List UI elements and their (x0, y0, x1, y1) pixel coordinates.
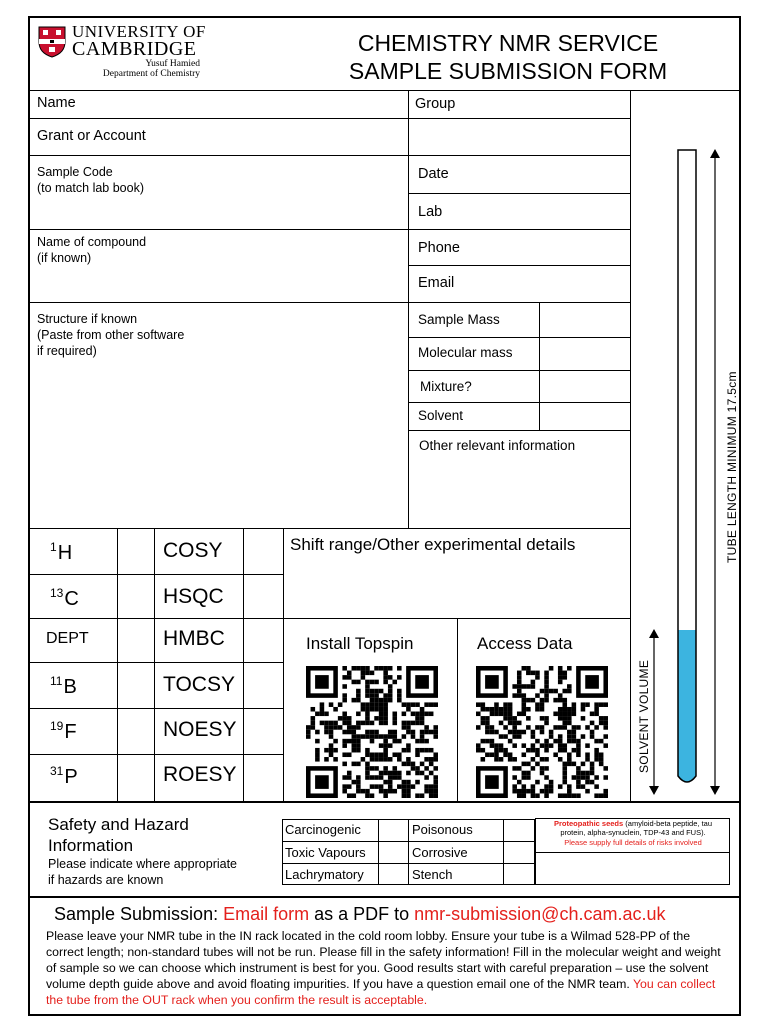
safety-title-line1: Safety and Hazard (48, 815, 189, 834)
divider (408, 337, 630, 338)
topspin-qr-code[interactable] (306, 666, 438, 798)
element-symbol: C (64, 588, 79, 610)
divider (283, 528, 284, 802)
department-label: Department of Chemistry (102, 69, 200, 79)
divider (457, 618, 458, 802)
proteopathic-line2: protein, alpha-synuclein, TDP-43 and FUS). (560, 828, 706, 837)
isotope-number: 13 (50, 586, 64, 600)
experiment-label: TOCSY (163, 673, 235, 696)
isotope-number: 19 (50, 719, 64, 733)
grant-label: Grant or Account (37, 128, 146, 144)
divider (29, 229, 630, 230)
submission-heading (54, 904, 665, 925)
form-title-line1: CHEMISTRY NMR SERVICE (357, 30, 659, 56)
form-title-line2: SAMPLE SUBMISSION FORM (348, 58, 668, 84)
experiment-label: HSQC (163, 585, 224, 608)
safety-note-line1: Please indicate where appropriate (48, 857, 238, 871)
access-data-label: Access Data (477, 634, 573, 653)
proteopathic-note: Please supply full details of risks involved (564, 838, 702, 847)
date-label: Date (418, 166, 449, 182)
element-symbol: P (64, 766, 78, 788)
divider (29, 708, 283, 709)
divider (243, 528, 244, 802)
university-crest (38, 26, 66, 58)
element-symbol: B (63, 676, 77, 698)
element-symbol: H (57, 542, 73, 564)
divider (29, 801, 740, 803)
divider (408, 819, 409, 885)
tube-length-label: TUBE LENGTH MINIMUM 17.5cm (725, 371, 739, 563)
name-label: Name (37, 95, 76, 111)
submission-instructions (46, 928, 726, 1008)
experiment-label: HMBC (163, 627, 225, 650)
divider (29, 118, 630, 119)
divider (29, 896, 740, 898)
group-label: Group (415, 96, 456, 112)
hazard-label: Carcinogenic (285, 822, 361, 837)
isotope-number: 31 (50, 764, 64, 778)
sample-mass-label: Sample Mass (418, 312, 500, 327)
university-name-line2: CAMBRIDGE (72, 38, 197, 60)
hamied-label: Yusuf Hamied (145, 59, 200, 69)
hazard-label: Corrosive (412, 845, 468, 860)
university-name-line1: UNIVERSITY OF (72, 22, 206, 41)
experiment-label: NOESY (163, 718, 237, 741)
hazard-label: Poisonous (412, 822, 473, 837)
structure-note-1: (Paste from other software (37, 328, 185, 342)
sample-code-label: Sample Code (37, 165, 113, 179)
email-label: Email (418, 275, 455, 291)
divider (29, 618, 283, 619)
isotope-number: 11 (50, 674, 63, 688)
divider (535, 852, 730, 853)
proteopathic-bold: Proteopathic seeds (553, 819, 624, 828)
divider (408, 193, 630, 194)
hazard-label: Stench (412, 867, 453, 882)
divider (503, 819, 504, 885)
nucleus-label (50, 764, 78, 789)
compound-note: (if known) (37, 251, 92, 265)
isotope-number: 1 (50, 540, 57, 554)
divider (29, 155, 630, 156)
structure-note-2: if required) (37, 344, 97, 358)
email-form-link[interactable]: Email form (223, 904, 310, 924)
experiment-label: COSY (163, 539, 223, 562)
divider (29, 662, 283, 663)
submission-heading-mid: as a PDF to (309, 904, 415, 924)
phone-label: Phone (418, 240, 460, 256)
molecular-mass-label: Molecular mass (418, 345, 513, 360)
shift-range-label: Shift range/Other experimental details (290, 535, 576, 554)
structure-label: Structure if known (37, 312, 138, 326)
proteopathic-line1 (538, 819, 728, 828)
divider (630, 90, 631, 802)
divider (539, 302, 540, 430)
submission-email-link[interactable]: nmr-submission@ch.cam.ac.uk (414, 904, 666, 924)
divider (29, 90, 740, 91)
submission-heading-prefix: Sample Submission: (54, 904, 224, 924)
divider (408, 402, 630, 403)
divider (378, 819, 379, 885)
mixture-label: Mixture? (420, 379, 472, 394)
nucleus-label: DEPT (46, 630, 89, 647)
install-topspin-label: Install Topspin (306, 634, 414, 653)
element-symbol: F (64, 721, 77, 743)
nucleus-label (50, 586, 79, 611)
nmr-tube (675, 148, 699, 788)
submission-body: Please leave your NMR tube in the IN rack located in the cold room lobby. Ensure your tube is a Wilmad 528-PP of the correct length; non-standard tubes will not be run. Please fill in the safety information! Fill in the molecular weight and weight of sample so we can choose which instrument is best for you. Good results start with careful preparation – use the solvent volume depth guide above and avoid floating impurities. If you have a question email one of the NMR team. (46, 929, 721, 991)
solvent-label: Solvent (418, 408, 464, 423)
divider (29, 754, 283, 755)
divider (154, 528, 155, 802)
divider (408, 430, 630, 431)
hazard-label: Lachrymatory (285, 867, 364, 882)
divider (29, 574, 283, 575)
divider (408, 370, 630, 371)
tube-length-arrow (709, 148, 721, 796)
safety-note-line2: if hazards are known (48, 873, 164, 887)
submission-body-red: You can collect the tube from the OUT rack when you confirm the result is acceptable. (46, 977, 716, 1007)
nucleus-label (50, 674, 77, 699)
experiment-label: ROESY (163, 763, 237, 786)
nucleus-label (50, 540, 72, 565)
compound-label: Name of compound (37, 235, 147, 249)
other-info-label: Other relevant information (419, 438, 576, 453)
hazard-label: Toxic Vapours (285, 845, 366, 860)
lab-label: Lab (418, 204, 443, 220)
proteopathic-rest1: (amyloid-beta peptide, tau (623, 819, 712, 828)
divider (29, 528, 630, 529)
nucleus-label (50, 719, 77, 744)
access-data-qr-code[interactable] (476, 666, 608, 798)
divider (117, 528, 118, 802)
sample-code-note: (to match lab book) (37, 181, 144, 195)
divider (408, 265, 630, 266)
safety-title-line2: Information (48, 836, 134, 855)
solvent-volume-label: SOLVENT VOLUME (637, 659, 651, 773)
